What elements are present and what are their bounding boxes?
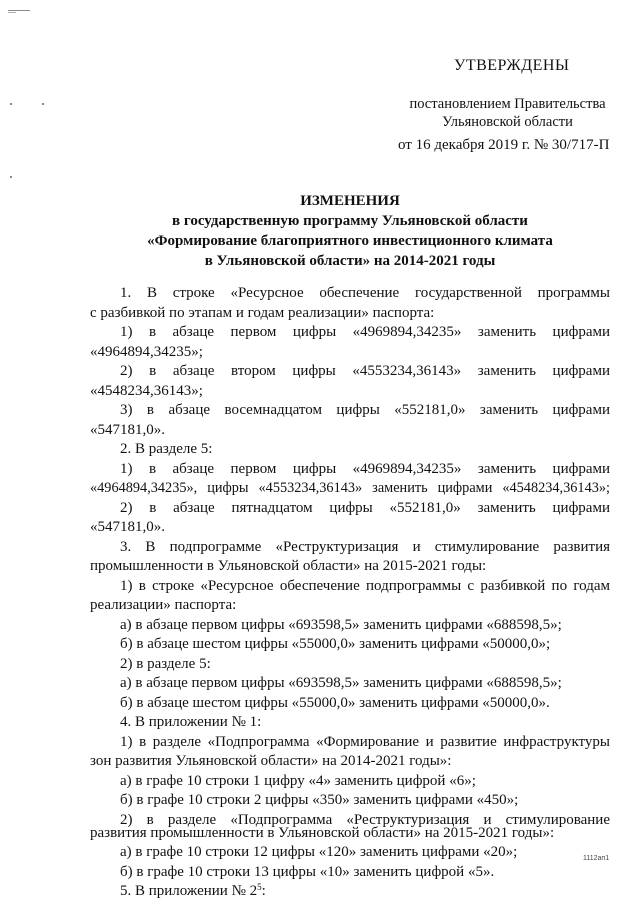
scan-dot (42, 103, 44, 105)
body-line: зон развития Ульяновской области» на 2014-2021 годы»: (90, 753, 452, 769)
superscript: 5 (257, 882, 262, 892)
body-line: б) в абзаце шестом цифры «55000,0» заменить цифрами «50000,0»; (120, 636, 551, 652)
body-line: б) в графе 10 строки 2 цифры «350» заменить цифрами «450»; (120, 792, 519, 808)
body-line: б) в графе 10 строки 13 цифры «10» заменить цифрой «5». (120, 863, 495, 880)
body-line: 3) в абзаце восемнадцатом цифры «552181,0» заменить цифрами (120, 402, 610, 418)
resolution-reference (400, 95, 615, 131)
body-line-last-suffix: : (261, 883, 266, 899)
scan-dot (10, 176, 12, 178)
resolution-line-1: постановлением Правительства (409, 96, 606, 112)
body-line: 2) в разделе 5: (120, 655, 211, 672)
scan-mark (8, 12, 16, 13)
body-line: б) в абзаце шестом цифры «55000,0» заменить цифрами «50000,0». (120, 694, 550, 711)
body-line: развития промышленности в Ульяновской области» на 2015-2021 годы»: (90, 824, 555, 841)
body-line: 2. В разделе 5: (120, 441, 213, 457)
scan-mark (8, 10, 30, 11)
body-line: «4548234,36143»; (90, 382, 203, 399)
body-line: промышленности в Ульяновской области» на 2015-2021 годы: (90, 558, 487, 574)
body-line: «547181,0». (90, 519, 165, 535)
page-code: 1112ап1 (583, 855, 610, 862)
scan-dot (10, 103, 12, 105)
body-line: 1) в абзаце первом цифры «4969894,34235» заменить цифрами (120, 324, 610, 340)
body-line: 1) в строке «Ресурсное обеспечение подпрограммы с разбивкой по годам (120, 577, 610, 594)
document-subtitle-line-1: в государственную программу Ульяновской области (172, 213, 528, 229)
approved-heading: УТВЕРЖДЕНЫ (454, 57, 570, 74)
document-subtitle-line-2: «Формирование благоприятного инвестиционного климата (147, 233, 553, 249)
document-body (90, 284, 610, 844)
resolution-date-number: от 16 декабря 2019 г. № 30/717-П (398, 137, 610, 153)
body-line: 2) в разделе «Подпрограмма «Реструктуризация и стимулирование (120, 811, 610, 828)
document-subtitle-line-3: в Ульяновской области» на 2014-2021 годы (204, 253, 496, 269)
body-line: 2) в абзаце втором цифры «4553234,36143» заменить цифрами (120, 363, 610, 379)
document-body-continued (90, 824, 610, 890)
body-line: 1. В строке «Ресурсное обеспечение государственной программы (120, 285, 610, 301)
body-line: 2) в абзаце пятнадцатом цифры «552181,0» заменить цифрами (120, 499, 610, 516)
document-title: ИЗМЕНЕНИЯ (300, 193, 400, 209)
body-line: 1) в разделе «Подпрограмма «Формирование и развитие инфраструктуры (120, 733, 610, 750)
body-line: 4. В приложении № 1: (120, 714, 262, 730)
body-line: а) в графе 10 строки 1 цифру «4» заменить цифрой «6»; (120, 772, 476, 789)
body-line: «4964894,34235», цифры «4553234,36143» заменить цифрами «4548234,36143»; (90, 480, 610, 496)
body-line: «547181,0». (90, 421, 165, 438)
body-line: а) в абзаце первом цифры «693598,5» заменить цифрами «688598,5»; (120, 675, 562, 691)
body-line: с разбивкой по этапам и годам реализации» паспорта: (90, 304, 435, 321)
body-line: а) в абзаце первом цифры «693598,5» заменить цифрами «688598,5»; (120, 616, 562, 633)
body-line: а) в графе 10 строки 12 цифры «120» заменить цифрами «20»; (120, 844, 518, 860)
body-line-last-text: 5. В приложении № 2 (120, 883, 258, 899)
body-line: 3. В подпрограмме «Реструктуризация и стимулирование развития (120, 538, 610, 555)
body-line: 1) в абзаце первом цифры «4969894,34235» заменить цифрами (120, 460, 610, 477)
body-line: реализации» паспорта: (90, 597, 237, 613)
body-line: «4964894,34235»; (90, 343, 203, 360)
body-line-last (90, 882, 266, 902)
resolution-line-2: Ульяновской области (442, 114, 573, 130)
